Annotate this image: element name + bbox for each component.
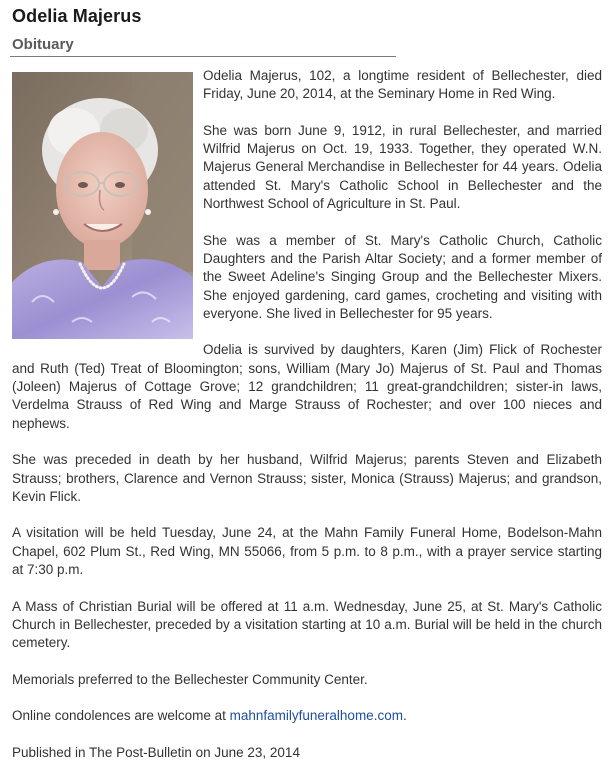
paragraph-preceded: She was preceded in death by her husband, Wilfrid Majerus; parents Steven and Elizabeth Strauss; brothers, Clarence and Vernon Strauss; sister, Monica (Strauss) Majerus; and grandson, Kevin Flick.	[12, 452, 602, 504]
section-label: Obituary	[12, 36, 74, 53]
photo-spacer	[12, 67, 203, 345]
obituary-text	[12, 67, 602, 781]
paragraph-published: Published in The Post-Bulletin on June 23, 2014	[12, 744, 300, 760]
paragraph-mass: A Mass of Christian Burial will be offered at 11 a.m. Wednesday, June 25, at St. Mary's Catholic Church in Bellechester, preceded by a visitation starting at 10 a.m. Burial will be held in the church cemetery.	[12, 598, 602, 651]
funeral-home-link[interactable]: mahnfamilyfuneralhome.com	[229, 708, 403, 724]
page-title: Odelia Majerus	[12, 6, 142, 26]
paragraph-condolences	[12, 707, 602, 725]
paragraph-death-notice: Odelia Majerus, 102, a longtime resident of Bellechester, died Friday, June 20, 2014, at the Seminary Home in Red Wing.	[203, 68, 602, 102]
paragraph-survivors: Odelia is survived by daughters, Karen (Jim) Flick of Rochester and Ruth (Ted) Treat of Bloomington; sons, William (Mary Jo) Majerus of St. Paul and Thomas (Joleen) Majerus of Cottage Grove; 12 grandchildren; 11 great-grandchildren; sister-in laws, Verdelma Strauss of Red Wing and Marge Strauss of Rochester; and over 100 nieces and nephews.	[12, 342, 602, 431]
paragraph-biography: She was born June 9, 1912, in rural Bellechester, and married Wilfrid Majerus on Oct. 19, 1933. Together, they operated W.N. Majerus General Merchandise in Bellechester for 44 years. Odelia attended St. Mary's Catholic School in Bellechester and the Northwest School of Agriculture in St. Paul.	[203, 122, 602, 212]
condolences-period: .	[402, 708, 407, 724]
header-divider	[10, 56, 396, 57]
paragraph-visitation: A visitation will be held Tuesday, June 24, at the Mahn Family Funeral Home, Bodelson-Mahn Chapel, 602 Plum St., Red Wing, MN 55066, from 5 p.m. to 8 p.m., with a prayer service starting at 7:30 p.m.	[12, 525, 602, 578]
paragraph-memorials: Memorials preferred to the Bellechester Community Center.	[12, 671, 368, 687]
paragraph-memberships: She was a member of St. Mary's Catholic Church, Catholic Daughters and the Parish Altar Society; and a former member of the Sweet Adeline's Singing Group and the Bellechester Mixers. She enjoyed gardening, card games, crocheting and visiting with everyone. She lived in Bellechester for 95 years.	[203, 232, 602, 321]
condolences-text: Online condolences are welcome at	[12, 708, 230, 724]
